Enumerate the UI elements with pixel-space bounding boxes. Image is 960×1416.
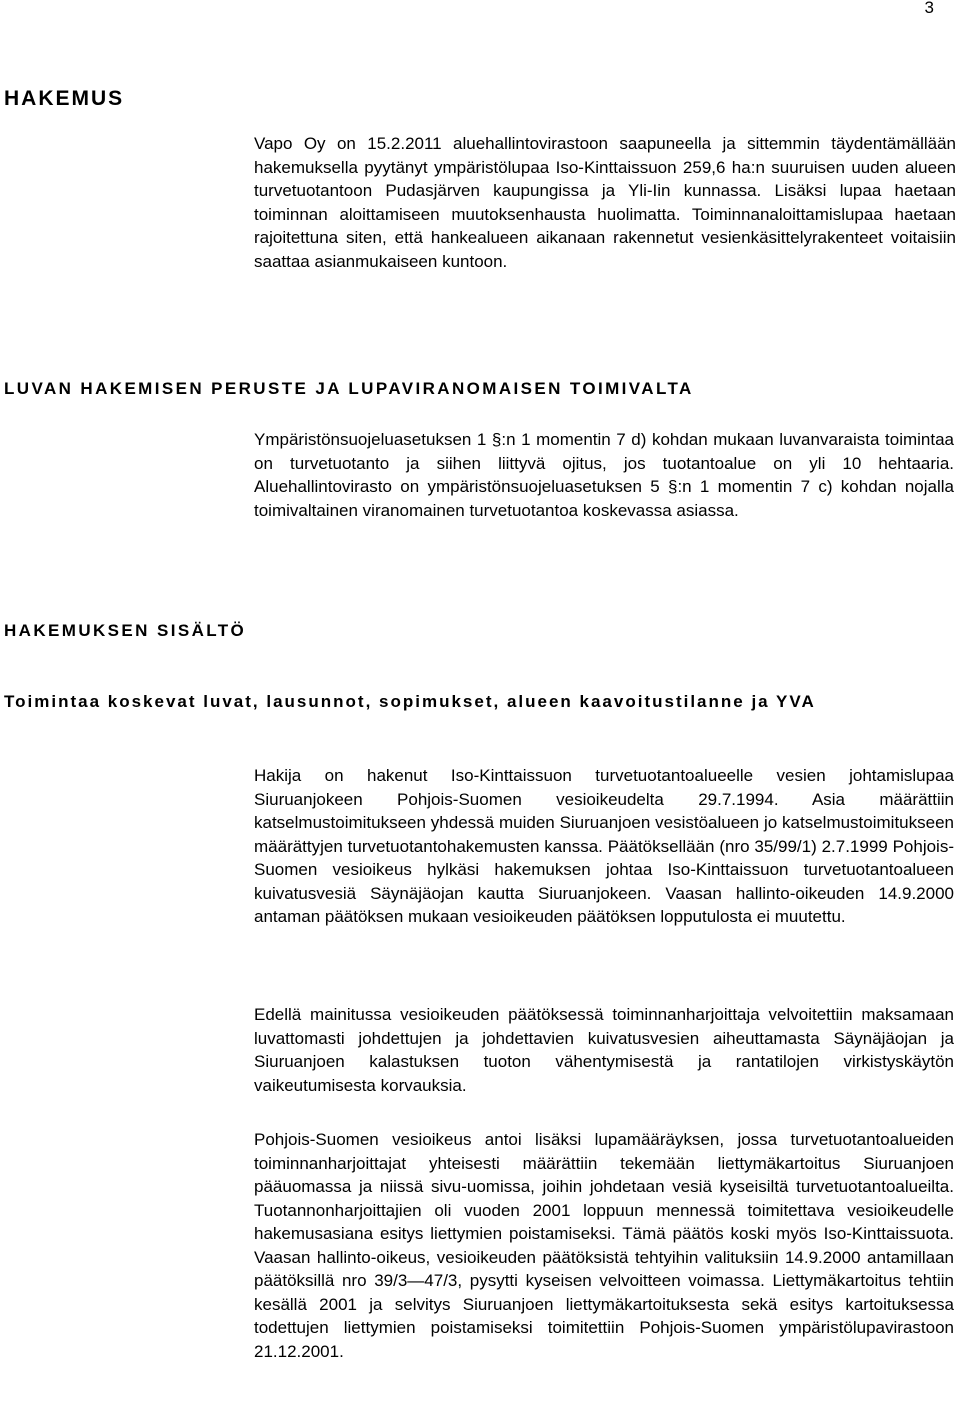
paragraph-sisalto-2: Edellä mainitussa vesioikeuden päätöksessä toiminnanharjoittaja velvoitettiin maksamaan luvattomasti johdettujen ja johdettavien kuivatusvesien aiheuttamasta Säynäjäojan ja Siuruanjoen kalastuksen tuoton vähentymisestä ja rantatilojen virkistyskäytön vaikeutumisesta korvauksia.	[254, 1005, 954, 1095]
section-heading-sisalto: HAKEMUKSEN SISÄLTÖ	[4, 621, 247, 640]
section-heading-hakemus: HAKEMUS	[4, 87, 125, 110]
paragraph-sisalto-1: Hakija on hakenut Iso-Kinttaissuon turvetuotantoalueelle vesien johtamislupaa Siuruanjokeen Pohjois-Suomen vesioikeudelta 29.7.1994. Asia määrättiin katselmustoimitukseen yhdessä muiden Siuruanjoen vesistöalueen jo katselmustoimitukseen määrättyjen turvetuotantohakemusten kanssa. Päätöksellään (nro 35/99/1) 2.7.1999 Pohjois-Suomen vesioikeus hylkäsi hakemuksen johtaa Iso-Kinttaissuon turvetuotantoalueen kuivatusvesiä Säynäjäojan kautta Siuruanjokeen. Vaasan hallinto-oikeuden 14.9.2000 antaman päätöksen mukaan vesioikeuden päätöksen lopputulosta ei muutettu.	[254, 766, 954, 926]
paragraph-sisalto-3: Pohjois-Suomen vesioikeus antoi lisäksi lupamääräyksen, jossa turvetuotantoalueiden toiminnanharjoittajat yhteisesti määrättiin tekemään liettymäkartoitus Siuruanjoen pääuomassa ja niissä sivu-uomissa, joihin johdetaan vesiä kyseisiltä turvetuotantoalueilta. Tuotannonharjoittajien oli vuoden 2001 loppuun mennessä toimitettava vesioikeudelle hakemusasiana esitys liettymien poistamiseksi. Tämä päätös koski myös Iso-Kinttaissuota. Vaasan hallinto-oikeus, vesioikeuden päätöksistä tehtyihin valituksiin 14.9.2000 antamillaan päätöksillä nro 39/3—47/3, pysytti kyseisen velvoitteen voimassa. Liettymäkartoitus tehtiin kesällä 2001 ja selvitys Siuruanjoen liettymäkartoituksesta sekä esitys kartoituksessa todettujen liettymien poistamiseksi toimitettiin Pohjois-Suomen ympäristölupavirastoon 21.12.2001.	[254, 1130, 954, 1361]
paragraph-hakemus: Vapo Oy on 15.2.2011 aluehallintovirastoon saapuneella ja sittemmin täydentämällään hakemuksella pyytänyt ympäristölupaa Iso-Kinttaissuon 259,6 ha:n suuruisen uuden alueen turvetuotantoon Pudasjärven kaupungissa ja Yli-Iin kunnassa. Lisäksi lupaa haetaan toiminnan aloittamiseen muutoksenhausta huolimatta. Toiminnanaloittamislupaa haetaan rajoitettuna siten, että hankealueen aikanaan rakennetut vesienkäsittelyrakenteet voitaisiin saattaa asianmukaiseen kuntoon.	[254, 134, 956, 271]
subheading-toimintaa: Toimintaa koskevat luvat, lausunnot, sopimukset, alueen kaavoitustilanne ja YVA	[4, 692, 816, 711]
page-number: 3	[924, 0, 934, 17]
paragraph-peruste: Ympäristönsuojeluasetuksen 1 §:n 1 momentin 7 d) kohdan mukaan luvanvaraista toimintaa on turvetuotanto ja siihen liittyvä ojitus, jos tuotantoalue on yli 10 hehtaaria. Aluehallintovirasto on ympäristönsuojeluasetuksen 5 §:n 1 momentin 7 c) kohdan nojalla toimivaltainen viranomainen turvetuotantoa koskevassa asiassa.	[254, 430, 954, 520]
section-heading-peruste: LUVAN HAKEMISEN PERUSTE JA LUPAVIRANOMAISEN TOIMIVALTA	[4, 379, 694, 398]
